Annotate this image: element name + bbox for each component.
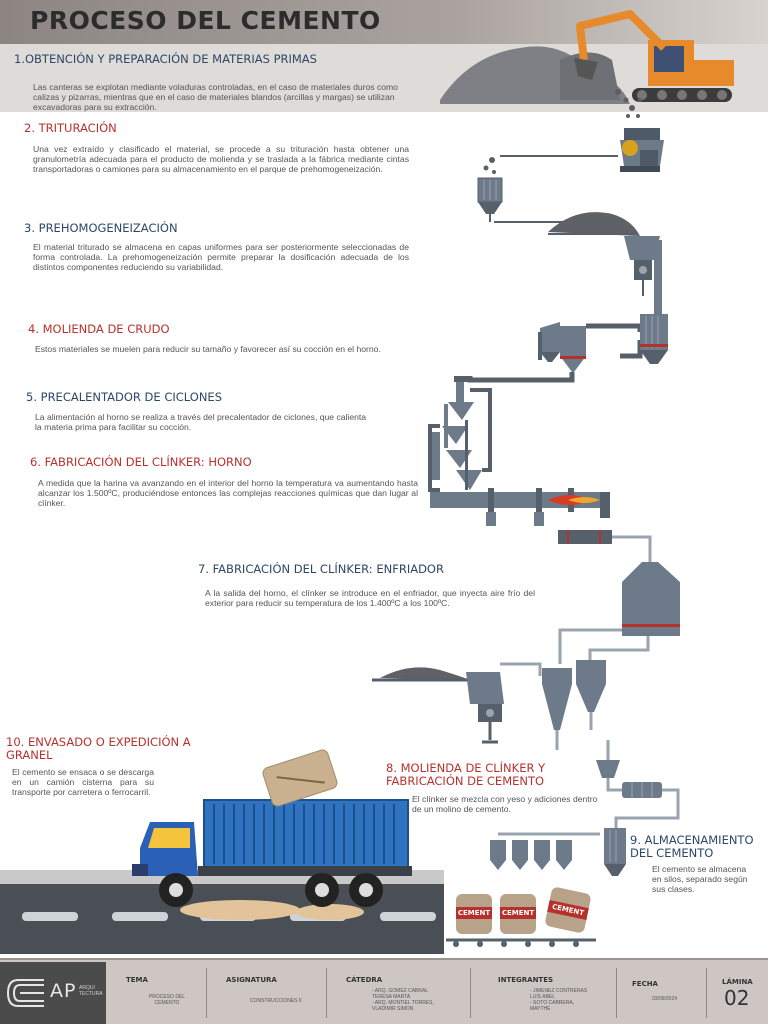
step-1-text: Las canteras se explotan mediante voladuras controladas, en el caso de materiales duros como calizas y pizarras, mientras que en el caso de materiales blandos (arcillas y margas) se utilizan excavadoras para su extracción. — [33, 82, 398, 112]
step-4-title: 4. MOLIENDA DE CRUDO — [28, 322, 170, 336]
mill-icon — [608, 778, 678, 828]
cement-bag-label: CEMENT — [501, 909, 535, 917]
integrantes-label: INTEGRANTES — [498, 976, 554, 984]
step-3-title: 3. PREHOMOGENEIZACIÓN — [24, 221, 178, 235]
fecha-value: 03/09/2024 — [652, 996, 678, 1002]
step-6-title: 6. FABRICACIÓN DEL CLÍNKER: HORNO — [30, 455, 252, 469]
lamina-label: LÁMINA — [722, 978, 753, 986]
step-7-title: 7. FABRICACIÓN DEL CLÍNKER: ENFRIADOR — [198, 562, 444, 576]
cement-bag-icon — [261, 748, 338, 807]
separator — [206, 968, 207, 1018]
step-8-text: El clínker se mezcla con yeso y adiciones dentro de un molino de cemento. — [412, 794, 598, 814]
cooler-icon — [558, 530, 680, 664]
fecha-label: FECHA — [632, 980, 658, 988]
step-9-text: El cemento se almacena en silos, separado según sus clases. — [652, 864, 748, 894]
step-2-title: 2. TRITURACIÓN — [24, 121, 117, 135]
step-1-title: 1.OBTENCIÓN Y PREPARACIÓN DE MATERIAS PRIMAS — [14, 52, 317, 66]
asignatura-value: CONSTRUCCIONES II — [250, 998, 302, 1004]
step-5-text: La alimentación al horno se realiza a través del precalentador de ciclones, que calienta la materia prima para facilitar su cocción. — [35, 412, 367, 432]
logo-mark-icon — [6, 976, 48, 1010]
integrantes-line-1: - JIMENEZ CONTRERAS LUIS ABEL — [530, 988, 588, 1000]
step-9-title: 9. ALMACENAMIENTO DEL CEMENTO — [630, 833, 754, 860]
mill-icon — [470, 314, 668, 380]
excavator-icon — [440, 14, 734, 104]
asignatura-label: ASIGNATURA — [226, 976, 277, 984]
crusher-icon — [620, 128, 664, 172]
integrantes-line-2: - SOTO CABRERA, MAYTHE — [530, 1000, 575, 1012]
catedra-line-1: - ARQ. GOMEZ CABRAL TERESA MARTA — [372, 988, 428, 1000]
tema-value: PROCESO DEL CEMENTO — [148, 994, 186, 1006]
mill-icon — [372, 664, 540, 742]
step-3-text: El material triturado se almacena en capas uniformes para ser posteriormente seleccionadas de forma controlada. La prehomogeneización permite preparar la dosificación adecuada de los distintos componentes reduciendo su variabilidad. — [33, 242, 409, 272]
logo-subtext: ARQUI TECTURA — [79, 985, 103, 997]
catedra-line-2: - ARQ. MONTIEL TORRES, VLADIMIR SIMON — [372, 1000, 434, 1012]
separator — [706, 968, 707, 1018]
step-2-text: Una vez extraído y clasificado el material, se procede a su trituración hasta obtener una granulometría adecuada para el producto de molienda y se traslada a la fábrica mediante cintas transportadoras o camiones para su almacenamiento en el parque de prehomogeneización. — [33, 144, 409, 174]
step-7-text: A la salida del horno, el clínker se introduce en el enfriador, que inyecta aire frío del exterior para reducir su temperatura de los 1.400ºC a los 100ºC. — [205, 588, 535, 608]
cement-bag-label: CEMENT — [547, 900, 589, 920]
step-10-title: 10. ENVASADO O EXPEDICIÓN A GRANEL — [6, 735, 191, 762]
separator — [326, 968, 327, 1018]
step-4-text: Estos materiales se muelen para reducir su tamaño y favorecer así su cocción en el horno. — [35, 344, 381, 354]
separator — [616, 968, 617, 1018]
lamina-value: 02 — [724, 986, 750, 1010]
truck-icon — [132, 800, 412, 920]
catedra-label: CÁTEDRA — [346, 976, 383, 984]
cement-bag-label: CEMENT — [457, 909, 491, 917]
step-6-text: A medida que la harina va avanzando en el interior del horno la temperatura va aumentando hasta alcanzar los 1.500ºC, produciéndose entonces las complejas reacciones químicas que dan lugar al clínker. — [38, 478, 418, 508]
preheater-icon — [430, 376, 490, 490]
silo-icon — [542, 660, 620, 778]
page-title: PROCESO DEL CEMENTO — [30, 6, 381, 35]
silo-icon — [490, 828, 626, 876]
step-10-text: El cemento se ensaca o se descarga en un camión cisterna para su transporte por carretera o ferrocarril. — [12, 767, 154, 797]
logo-text: AP — [50, 980, 77, 1002]
separator — [470, 968, 471, 1018]
conveyor-belt — [446, 940, 596, 947]
silo-icon — [478, 178, 502, 222]
step-5-title: 5. PRECALENTADOR DE CICLONES — [26, 390, 222, 404]
kiln-icon — [430, 488, 610, 526]
stockpile — [548, 212, 640, 236]
tema-label: TEMA — [126, 976, 148, 984]
step-8-title: 8. MOLIENDA DE CLÍNKER Y FABRICACIÓN DE CEMENTO — [386, 761, 546, 788]
crusher-icon — [624, 236, 662, 314]
conveyor-belt — [484, 156, 619, 174]
